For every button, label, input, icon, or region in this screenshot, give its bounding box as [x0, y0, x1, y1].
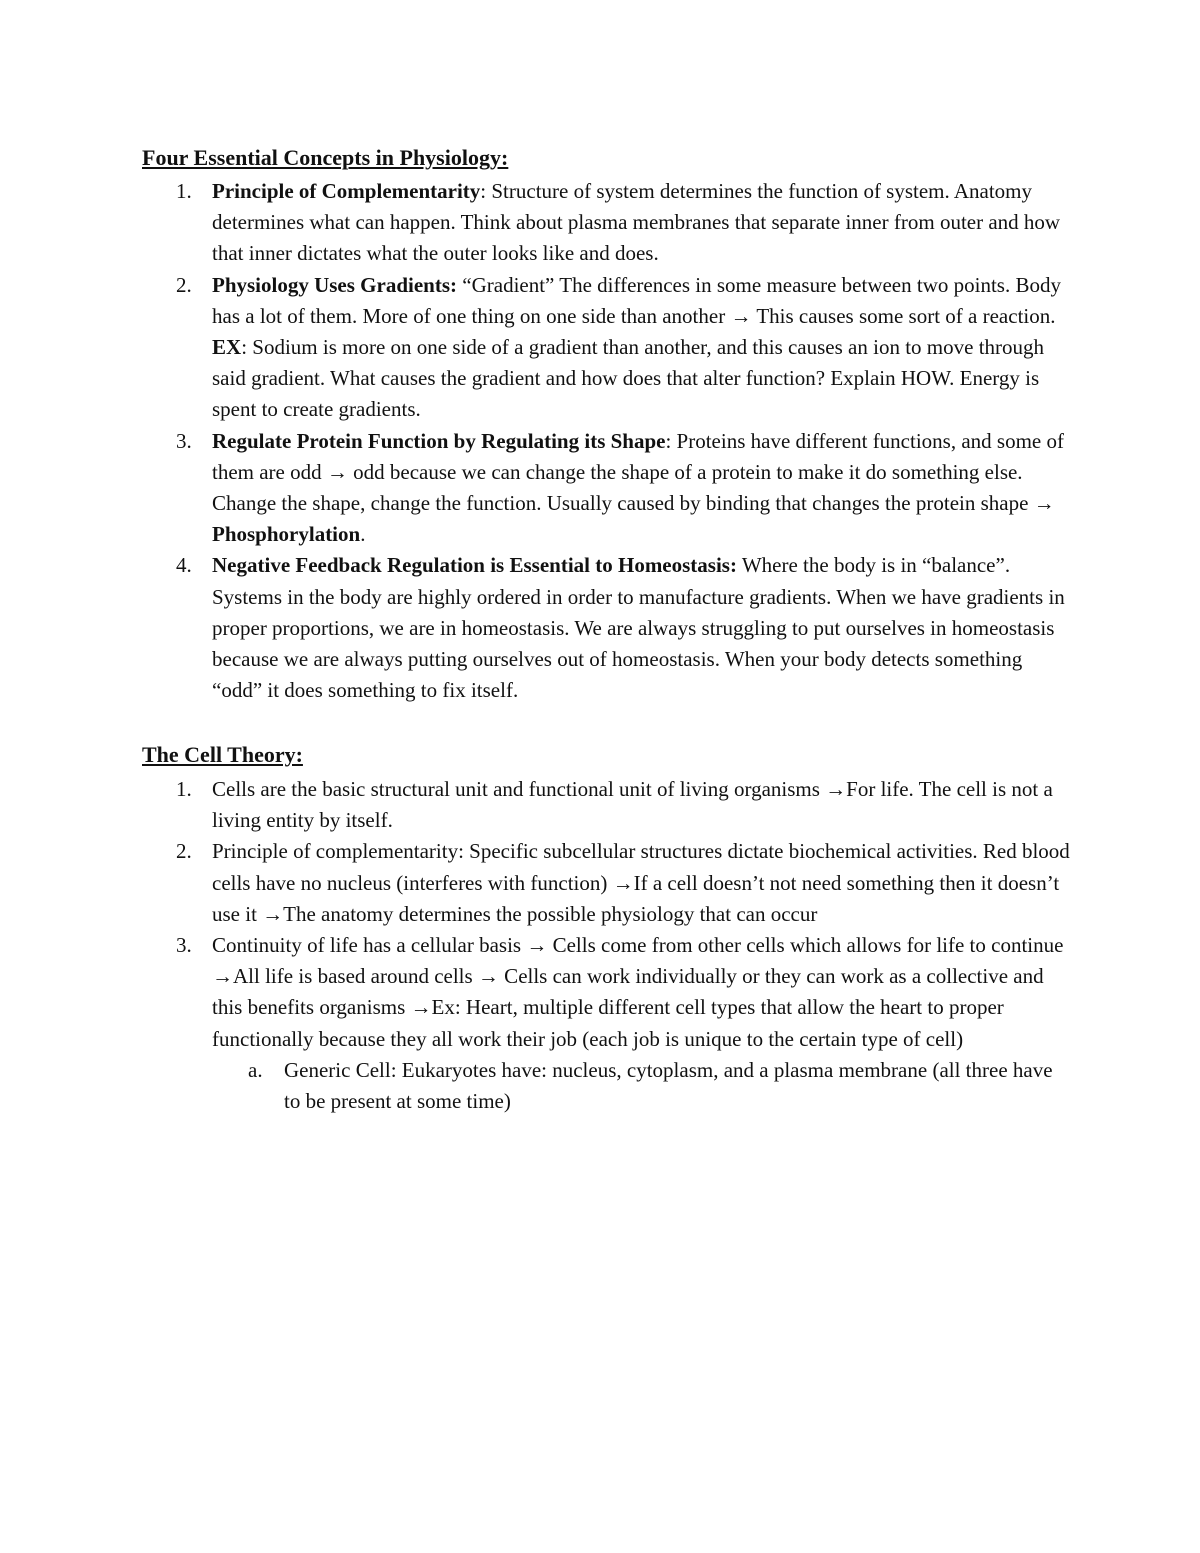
list-item: [142, 930, 1072, 1117]
list-item-term: Physiology Uses Gradients:: [212, 272, 458, 297]
list-item-term: Regulate Protein Function by Regulating its Shape: [212, 428, 666, 453]
list-item-term: Principle of Complementarity: [212, 179, 481, 203]
section-heading-cell-theory: The Cell Theory:: [142, 742, 303, 767]
sub-list-item-letter: a.: [248, 1057, 263, 1082]
section-heading-physiology-concepts: Four Essential Concepts in Physiology:: [142, 145, 509, 170]
sub-list-item-text: Generic Cell: Eukaryotes have: nucleus, cytoplasm, and a plasma membrane (all three have to be present at some time): [284, 1057, 1053, 1114]
list-item-number: 1.: [176, 777, 192, 801]
list-item-number: 4.: [176, 553, 192, 578]
list-item-text: Principle of complementarity: Specific subcellular structures dictate biochemical activities. Red blood cells have no nucleus (interferes with function) →If a cell doesn’t not need something then it doesn’t use it →The anatomy determines the possible physiology that can occur: [212, 839, 1070, 926]
list-item: [142, 836, 1072, 930]
list-item-text: : Structure of system determines the function of system. Anatomy determines what can happen. Think about plasma membranes that separate inner from outer and how that inner dictates what the outer looks like and does.: [212, 179, 1061, 266]
list-item-number: 3.: [176, 428, 192, 453]
list-item-emphasis: Phosphorylation: [212, 522, 361, 547]
list-item-text: Where the body is in “balance”. Systems in the body are highly ordered in order to manufacture gradients. When we have gradients in proper proportions, we are in homeostasis. We are always struggling to put ourselves in homeostasis because we are always putting ourselves out of homeostasis. When your body detects something “odd” it does something to fix itself.: [212, 553, 1065, 703]
list-item: [142, 774, 1072, 836]
list-item-number: 3.: [176, 933, 192, 958]
list-item-text: “Gradient” The differences in some measure between two points. Body has a lot of them. More of one thing on one side than another → This causes some sort of a reaction.: [212, 272, 1061, 328]
list-item: [142, 550, 1072, 706]
list-item: [142, 176, 1072, 270]
list-item: [142, 426, 1072, 551]
list-item-text: Continuity of life has a cellular basis → Cells come from other cells which allows for life to continue →All life is based around cells → Cells can work individually or they can work as a collective and this benefits organisms →Ex: Heart, multiple different cell types that allow the heart to proper functionally because they all work their job (each job is unique to the certain type of cell): [212, 933, 1064, 1051]
list-item-text: : Sodium is more on one side of a gradient than another, and this causes an ion to move through said gradient. What causes the gradient and how does that alter function? Explain HOW. Energy is spent to create gradients.: [212, 335, 1045, 422]
list-item-text: .: [360, 522, 366, 547]
list-item-text: Cells are the basic structural unit and functional unit of living organisms →For life. The cell is not a living entity by itself.: [212, 777, 1053, 833]
list-item-term: Negative Feedback Regulation is Essential to Homeostasis:: [212, 553, 737, 578]
physiology-concepts-list: [142, 176, 1072, 706]
list-item: [142, 270, 1072, 426]
list-item-text: : Proteins have different functions, and some of them are odd → odd because we can change the shape of a protein to make it do something else. Change the shape, change the function. Usually caused by binding that changes the protein shape →: [212, 428, 1064, 516]
sub-list: [212, 1055, 1072, 1117]
list-item-emphasis: EX: [212, 335, 242, 360]
cell-theory-list: [142, 774, 1072, 1117]
list-item-number: 2.: [176, 272, 192, 297]
list-item-number: 1.: [176, 179, 192, 203]
list-item-number: 2.: [176, 839, 192, 864]
sub-list-item: [212, 1055, 1072, 1117]
